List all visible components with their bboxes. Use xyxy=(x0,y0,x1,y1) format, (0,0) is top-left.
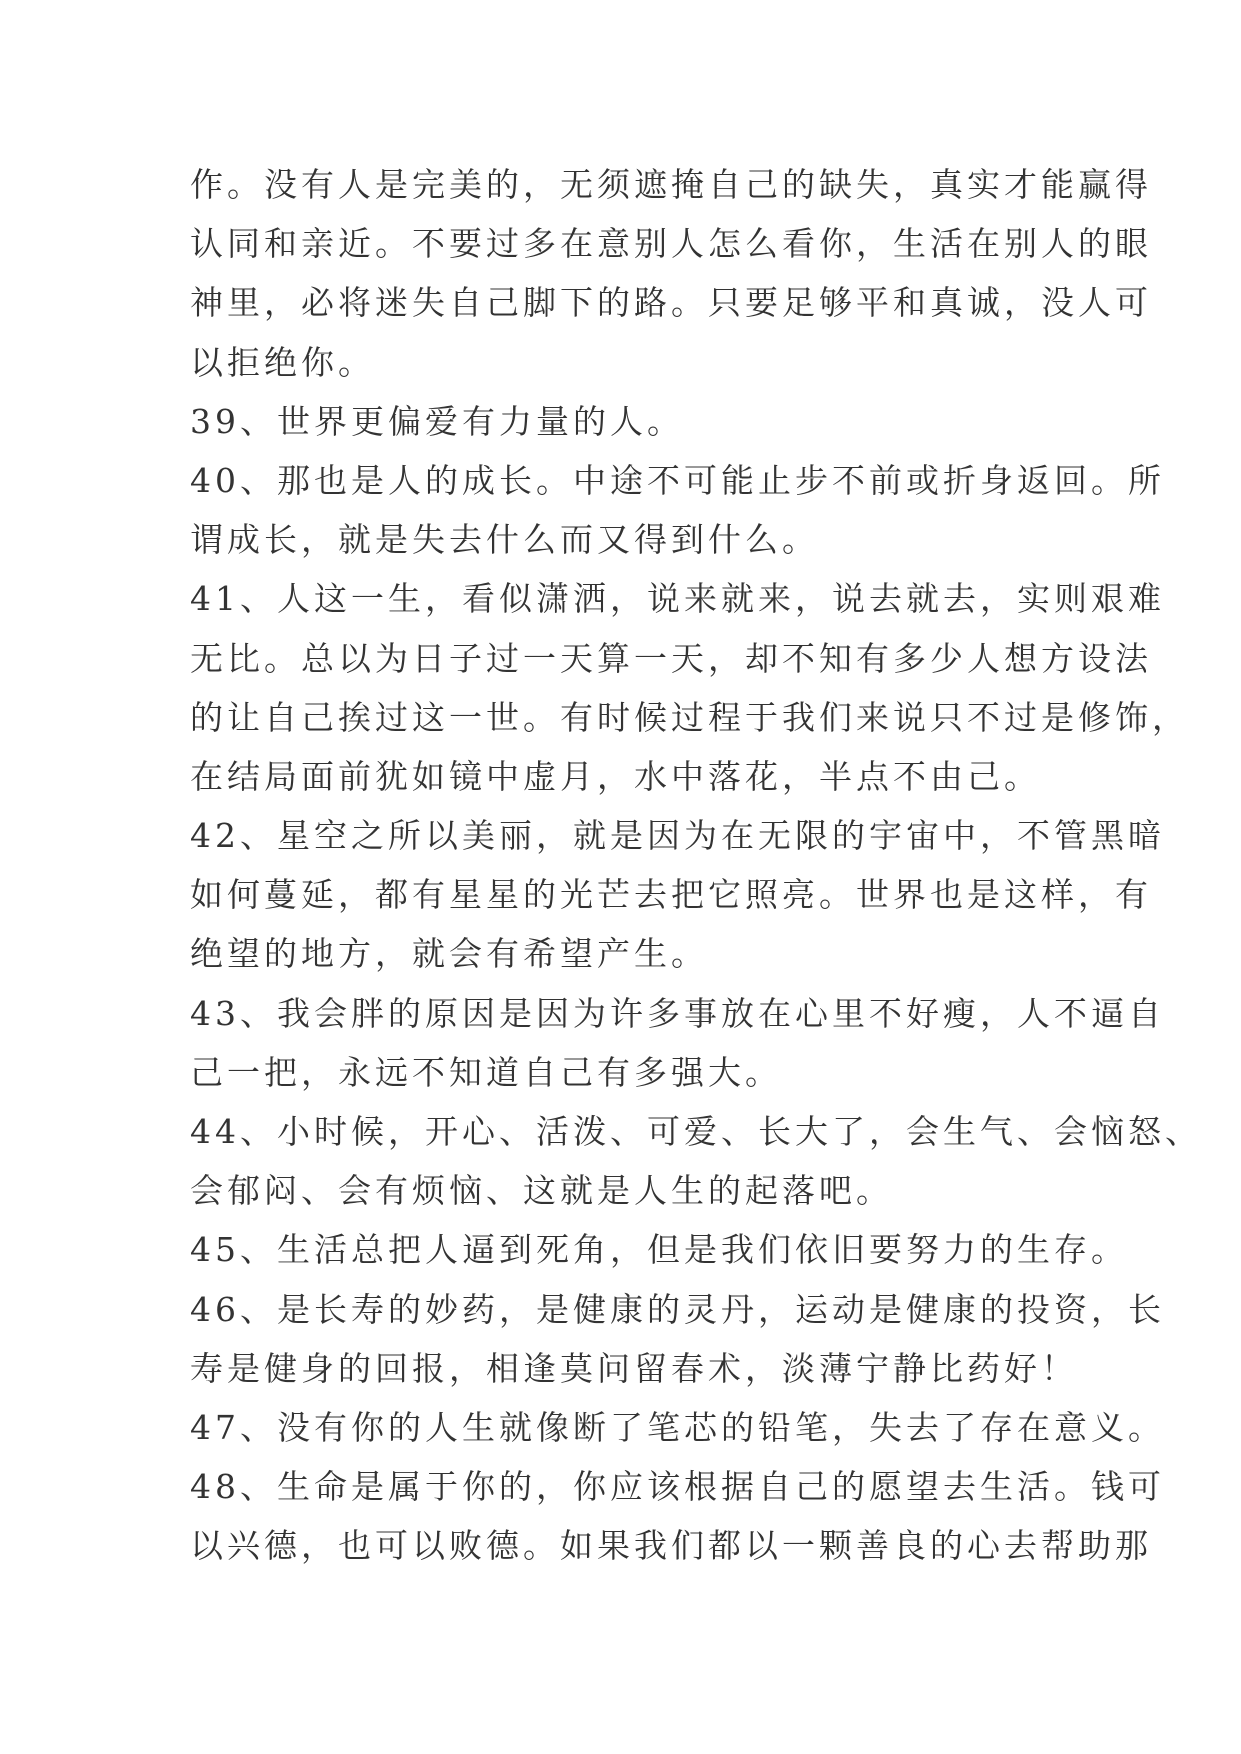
text-line: 认同和亲近。不要过多在意别人怎么看你，生活在别人的眼 xyxy=(190,224,1152,264)
text-line: 无比。总以为日子过一天算一天，却不知有多少人想方设法 xyxy=(190,638,1152,678)
text-line: 以兴德，也可以败德。如果我们都以一颗善良的心去帮助那 xyxy=(190,1526,1152,1566)
text-line: 48、生命是属于你的，你应该根据自己的愿望去生活。钱可 xyxy=(190,1467,1165,1507)
text-line: 的让自己挨过这一世。有时候过程于我们来说只不过是修饰， xyxy=(190,697,1189,737)
text-line: 44、小时候，开心、活泼、可爱、长大了，会生气、会恼怒、 xyxy=(190,1112,1202,1151)
text-line: 47、没有你的人生就像断了笔芯的铅笔，失去了存在意义。 xyxy=(190,1407,1165,1447)
text-line: 谓成长，就是失去什么而又得到什么。 xyxy=(190,520,819,560)
text-line: 作。没有人是完美的，无须遮掩自己的缺失，真实才能赢得 xyxy=(190,165,1152,204)
text-line: 43、我会胖的原因是因为许多事放在心里不好瘦，人不逼自 xyxy=(190,993,1165,1033)
text-line: 己一把，永远不知道自己有多强大。 xyxy=(190,1052,782,1092)
text-line: 以拒绝你。 xyxy=(190,342,375,382)
text-line: 如何蔓延，都有星星的光芒去把它照亮。世界也是这样，有 xyxy=(190,875,1152,915)
text-line: 41、人这一生，看似潇洒，说来就来，说去就去，实则艰难 xyxy=(190,579,1165,619)
text-line: 会郁闷、会有烦恼、这就是人生的起落吧。 xyxy=(190,1171,893,1211)
text-line: 绝望的地方，就会有希望产生。 xyxy=(190,934,708,974)
text-line: 42、星空之所以美丽，就是因为在无限的宇宙中，不管黑暗 xyxy=(190,816,1165,856)
text-line: 40、那也是人的成长。中途不可能止步不前或折身返回。所 xyxy=(190,460,1165,500)
text-line: 46、是长寿的妙药，是健康的灵丹，运动是健康的投资，长 xyxy=(190,1289,1165,1329)
text-line: 寿是健身的回报，相逢莫问留春术，淡薄宁静比药好！ xyxy=(190,1348,1078,1388)
body-text xyxy=(190,155,1202,1576)
text-line: 39、世界更偏爱有力量的人。 xyxy=(190,401,684,441)
text-line: 在结局面前犹如镜中虚月，水中落花，半点不由己。 xyxy=(190,756,1041,796)
text-line: 45、生活总把人逼到死角，但是我们依旧要努力的生存。 xyxy=(190,1230,1128,1270)
text-line: 神里，必将迷失自己脚下的路。只要足够平和真诚，没人可 xyxy=(190,283,1152,323)
